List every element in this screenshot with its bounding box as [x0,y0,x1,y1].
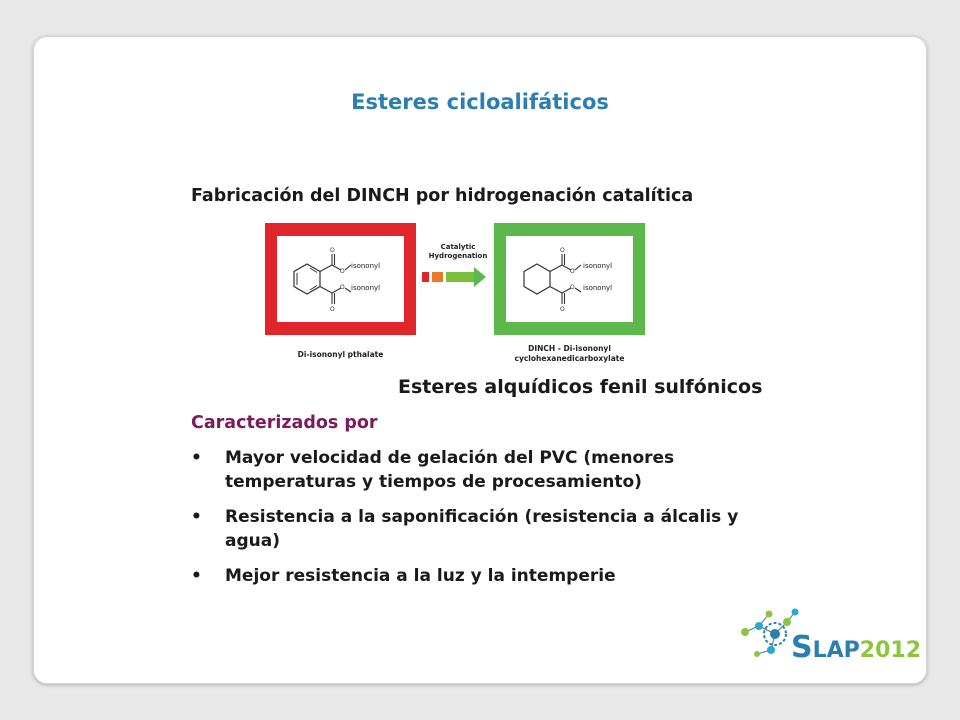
svg-text:O: O [330,306,335,313]
section-heading-sulfonic: Esteres alquídicos fenil sulfónicos [398,376,763,398]
bullet-glyph: • [191,448,202,468]
list-item-text: Resistencia a la saponificación (resistencia a álcalis y agua) [225,507,739,551]
phthalate-isononyl-top-label: isononyl [351,262,381,270]
dinch-isononyl-bottom-label: isononyl [583,284,613,292]
svg-text:O: O [560,306,565,313]
list-item [191,446,751,494]
section-heading-characteristics: Caracterizados por [191,413,378,433]
reaction-label-line1: Catalytic [440,243,476,251]
list-item [191,564,751,588]
svg-text:O: O [330,247,335,254]
svg-text:O: O [340,268,345,275]
dinch-structure-box [494,223,645,335]
bullet-glyph: • [191,507,202,527]
dinch-caption-line1: DINCH - Di-isononyl [528,344,611,353]
logo-letter-s: S [791,630,813,665]
list-item-text: Mejor resistencia a la luz y la intemperie [225,566,616,586]
phthalate-isononyl-bottom-label: isononyl [351,284,381,292]
svg-text:O: O [570,284,575,291]
list-item-text: Mayor velocidad de gelación del PVC (menores temperaturas y tiempos de procesamiento) [225,448,675,492]
section-subtitle: Fabricación del DINCH por hidrogenación catalítica [191,186,694,206]
logo-text-year: 2012 [859,638,922,663]
dinch-caption [494,344,645,364]
dinch-isononyl-top-label: isononyl [583,262,613,270]
logo-text-lap: LAP [812,638,860,663]
svg-text:O: O [560,247,565,254]
svg-text:O: O [340,284,345,291]
slap2012-wordmark [791,630,921,665]
reaction-label [426,243,490,261]
phthalate-structure-icon [277,236,404,322]
dinch-structure-panel [506,236,633,322]
svg-text:O: O [570,268,575,275]
bullet-glyph: • [191,566,202,586]
phthalate-structure-box [265,223,416,335]
dinch-caption-line2: cyclohexanedicarboxylate [514,354,625,363]
list-item [191,505,751,553]
phthalate-structure-panel [277,236,404,322]
slap2012-logo [735,604,922,668]
slide-title: Esteres cicloalifáticos [351,90,609,114]
dinch-structure-icon [506,236,633,322]
characteristics-list [191,446,751,599]
reaction-label-line2: Hydrogenation [428,252,488,260]
phthalate-caption: Di-isononyl pthalate [297,350,384,359]
reaction-arrow-icon [420,266,490,288]
